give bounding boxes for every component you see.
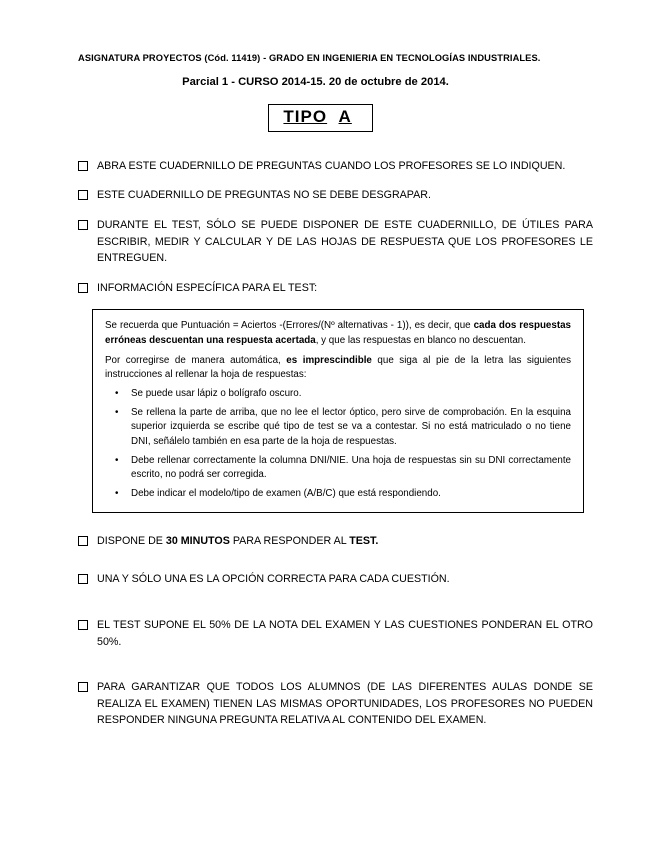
box-p1-part2: , y que las respuestas en blanco no descuentan.	[315, 334, 526, 346]
exam-type-label: TIPO	[283, 107, 328, 127]
list-item: • Debe indicar el modelo/tipo de examen (A/B/C) que está respondiendo.	[105, 487, 571, 502]
list-item	[78, 533, 593, 550]
test-info-box	[92, 309, 584, 513]
instruction-text: UNA Y SÓLO UNA ES LA OPCIÓN CORRECTA PARA CADA CUESTIÓN.	[97, 573, 450, 586]
instruction-text: ABRA ESTE CUADERNILLO DE PREGUNTAS CUANDO LOS PROFESORES SE LO INDIQUEN.	[97, 159, 566, 172]
exam-type-container	[78, 104, 593, 132]
duration-part1: DISPONE DE	[97, 534, 166, 547]
instruction-list-after	[78, 533, 593, 729]
checkbox-icon[interactable]	[78, 190, 88, 200]
list-item: • Se puede usar lápiz o bolígrafo oscuro.	[105, 387, 571, 402]
checkbox-icon[interactable]	[78, 682, 88, 692]
checkbox-icon[interactable]	[78, 283, 88, 293]
list-item	[78, 217, 593, 267]
checkbox-icon[interactable]	[78, 574, 88, 584]
checkbox-icon[interactable]	[78, 620, 88, 630]
box-p2-bold: es imprescindible	[286, 354, 372, 366]
checkbox-icon[interactable]	[78, 220, 88, 230]
instruction-text: ESTE CUADERNILLO DE PREGUNTAS NO SE DEBE DESGRAPAR.	[97, 189, 431, 202]
instruction-text: EL TEST SUPONE EL 50% DE LA NOTA DEL EXAMEN Y LAS CUESTIONES PONDERAN EL OTRO 50%.	[97, 618, 593, 648]
checkbox-icon[interactable]	[78, 536, 88, 546]
list-item	[78, 158, 593, 175]
box-p2-part1: Por corregirse de manera automática,	[105, 354, 287, 366]
list-item	[78, 679, 593, 729]
exam-header: Parcial 1 - CURSO 2014-15. 20 de octubre de 2014.	[182, 76, 449, 89]
course-header: ASIGNATURA PROYECTOS (Cód. 11419) - GRADO EN INGENIERIA EN TECNOLOGÍAS INDUSTRIALES.	[78, 53, 541, 63]
instruction-text: DURANTE EL TEST, SÓLO SE PUEDE DISPONER DE ESTE CUADERNILLO, DE ÚTILES PARA ESCRIBIR, MEDIR Y CALCULAR Y DE LAS HOJAS DE RESPUESTA QUE LOS PROFESORES LE ENTREGUEN.	[97, 218, 593, 265]
list-item	[78, 571, 593, 588]
duration-part2: PARA RESPONDER AL	[229, 534, 350, 547]
list-item	[78, 280, 593, 297]
list-item	[78, 187, 593, 204]
checkbox-icon[interactable]	[78, 161, 88, 171]
list-item: • Se rellena la parte de arriba, que no lee el lector óptico, pero sirve de comprobación. En la esquina superior izquierda se escribe qué tipo de test se va a contestar. Si no está matriculado o no tiene DNI, señálelo también en esa parte de la hoja de respuestas.	[105, 406, 571, 450]
box-p2-part2: que siga al pie de la letra las siguientes instrucciones al rellenar la hoja de respuestas:	[105, 354, 572, 381]
duration-target: TEST.	[349, 534, 379, 547]
box-p1-bold: cada dos respuestas erróneas descuentan una respuesta acertada	[105, 320, 571, 346]
instruction-text	[97, 533, 593, 550]
box-paragraph-instructions	[105, 354, 571, 383]
list-item: • Debe rellenar correctamente la columna DNI/NIE. Una hoja de respuestas sin su DNI correctamente escrito, no podrá ser corregida.	[105, 454, 571, 483]
box-paragraph-scoring	[105, 319, 571, 348]
exam-type-value: A	[338, 107, 352, 127]
list-item	[78, 617, 593, 650]
box-bullet-list	[105, 387, 571, 502]
instruction-text: PARA GARANTIZAR QUE TODOS LOS ALUMNOS (DE LAS DIFERENTES AULAS DONDE SE REALIZA EL EXAMEN) TIENEN LAS MISMAS OPORTUNIDADES, LOS PROFESORES NO PUEDEN RESPONDER NINGUNA PREGUNTA RELATIVA AL CONTENIDO DEL EXAMEN.	[97, 681, 593, 727]
instruction-text: INFORMACIÓN ESPECÍFICA PARA EL TEST:	[97, 281, 318, 294]
duration-value: 30 MINUTOS	[165, 534, 230, 547]
box-p1-part1: Se recuerda que Puntuación = Aciertos -(Errores/(Nº alternativas - 1)), es decir, que	[105, 320, 474, 332]
instruction-list-before	[78, 158, 593, 296]
exam-type-box	[268, 104, 372, 132]
